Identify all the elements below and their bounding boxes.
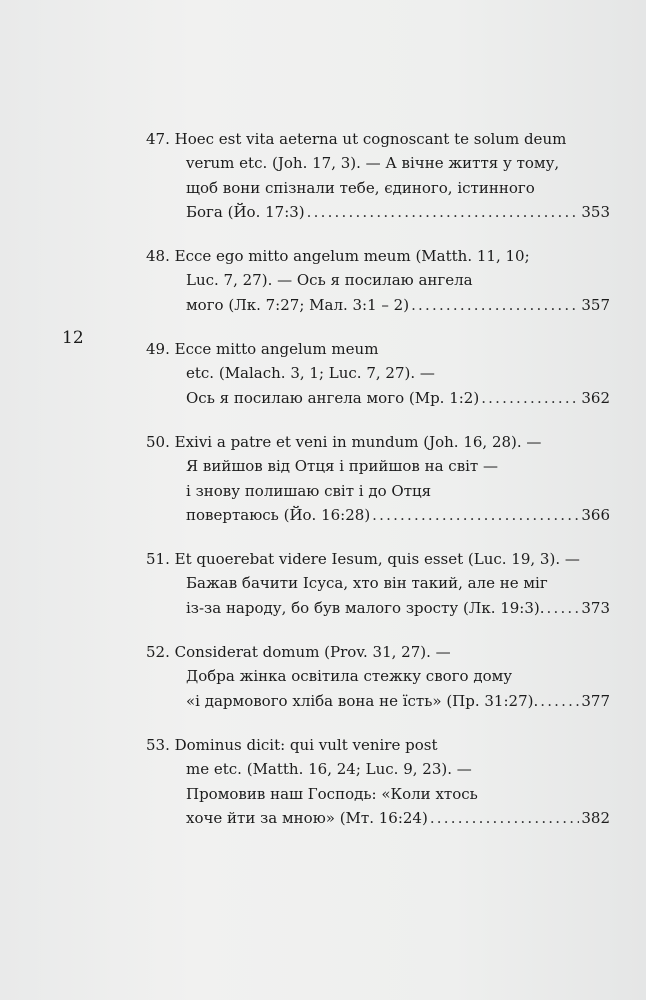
- entry-line: щоб вони спізнали тебе, єдиного, істинного: [186, 178, 535, 197]
- entry-last-line: [146, 293, 610, 317]
- entry-title: 51. Et quoerebat videre Iesum, quis esset (Luc. 19, 3). —: [146, 550, 580, 569]
- dot-leader: [430, 806, 580, 830]
- entry-line: мого (Лк. 7:27; Мал. 3:1 – 2): [186, 295, 410, 314]
- entry-page-ref: 353: [581, 202, 610, 221]
- entry-page-ref: 382: [581, 808, 610, 827]
- entry-title: 47. Hoec est vita aeterna ut cognoscant te solum deum: [146, 130, 567, 148]
- contents-entry-51: [146, 547, 610, 620]
- entry-title: 52. Considerat domum (Prov. 31, 27). —: [146, 643, 451, 662]
- contents-entry-52: [146, 640, 610, 713]
- contents-entry-50: [146, 430, 610, 527]
- entry-line: і знову полишаю світ і до Отця: [186, 481, 432, 500]
- entry-line: Бажав бачити Ісуса, хто він такий, але не міг: [186, 574, 548, 593]
- contents-entry-47: [146, 127, 610, 224]
- entry-line: Ось я посилаю ангела мого (Мр. 1:2): [186, 388, 480, 407]
- entry-last-line: [146, 596, 610, 620]
- contents-entry-53: [146, 733, 610, 830]
- entry-last-line: [146, 386, 610, 410]
- entry-page-ref: 377: [581, 691, 610, 710]
- entry-line: me etc. (Matth. 16, 24; Luc. 9, 23). —: [186, 760, 472, 779]
- entry-last-line: [146, 503, 610, 527]
- dot-leader: [411, 293, 579, 317]
- page-number: 12: [62, 328, 84, 348]
- entry-title: 49. Ecce mitto angelum meum: [146, 340, 379, 359]
- entry-title: 50. Exivi a patre et veni in mundum (Joh. 16, 28). —: [146, 432, 542, 451]
- entry-last-line: [146, 806, 610, 830]
- entry-line: Я вийшов від Отця і прийшов на світ —: [186, 457, 498, 476]
- entry-line: хоче йти за мною» (Мт. 16:24): [186, 808, 428, 827]
- entry-line: Промовив наш Господь: «Коли хтось: [186, 784, 478, 803]
- entry-line: повертаюсь (Йо. 16:28): [186, 505, 371, 524]
- dot-leader: [372, 503, 579, 527]
- dot-leader: [307, 200, 580, 224]
- dot-leader: [547, 596, 580, 620]
- dot-leader: [540, 689, 579, 713]
- entry-line: Добра жінка освітила стежку свого дому: [186, 667, 513, 686]
- entry-last-line: [146, 689, 610, 713]
- entry-line: «і дармового хліба вона не їсть» (Пр. 31:27).: [186, 691, 539, 710]
- entry-line: Luc. 7, 27). — Ось я посилаю ангела: [186, 271, 473, 290]
- entry-line: Бога (Йо. 17:3): [186, 202, 305, 221]
- entry-last-line: [146, 200, 610, 224]
- entry-line: etc. (Malach. 3, 1; Luc. 7, 27). —: [186, 364, 435, 383]
- contents-list: [146, 127, 610, 830]
- contents-entry-48: [146, 244, 610, 317]
- contents-entry-49: [146, 337, 610, 410]
- dot-leader: [481, 386, 579, 410]
- entry-page-ref: 366: [581, 505, 610, 524]
- entry-title: 48. Ecce ego mitto angelum meum (Matth. 11, 10;: [146, 247, 530, 266]
- entry-title: 53. Dominus dicit: qui vult venire post: [146, 735, 438, 754]
- entry-page-ref: 362: [581, 388, 610, 407]
- entry-page-ref: 373: [581, 598, 610, 617]
- entry-line: із-за народу, бо був малого зросту (Лк. 19:3).: [186, 598, 545, 617]
- entry-line: verum etc. (Joh. 17, 3). — А вічне життя у тому,: [186, 154, 560, 173]
- entry-page-ref: 357: [581, 295, 610, 314]
